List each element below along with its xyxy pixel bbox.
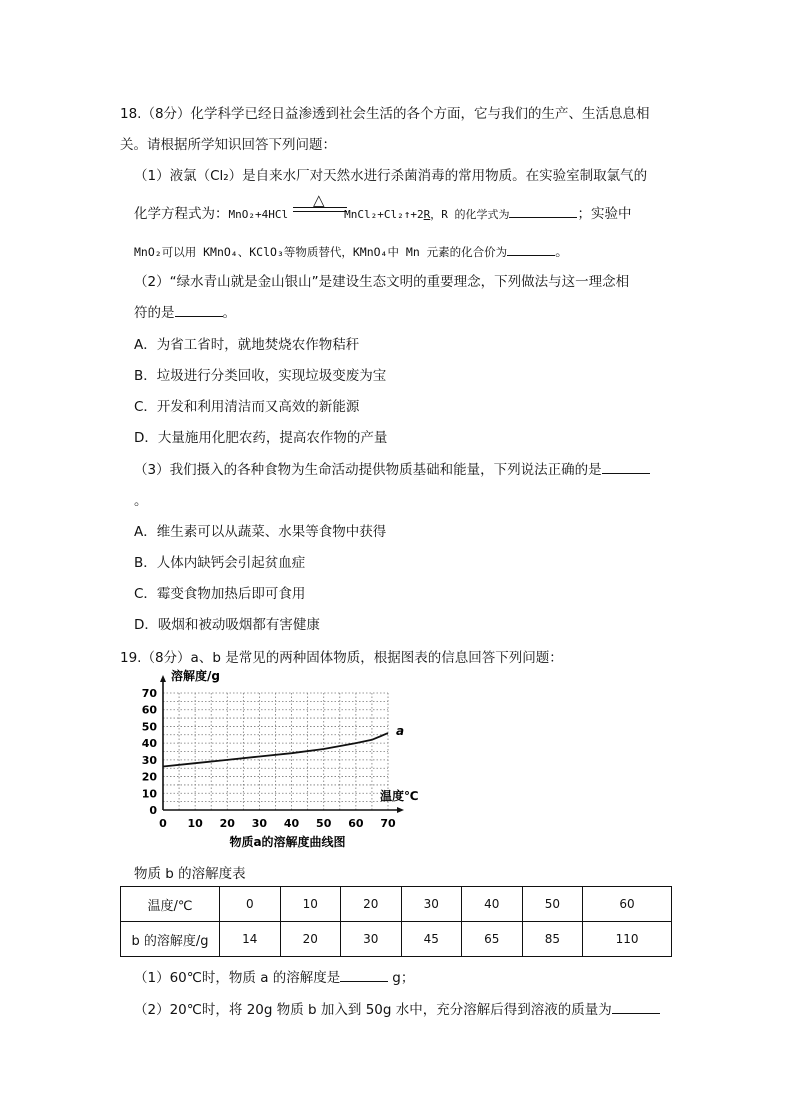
answer-blank-part2[interactable] bbox=[175, 303, 223, 317]
y-tick-label: 40 bbox=[141, 737, 157, 751]
answer-blank-part3[interactable] bbox=[602, 460, 650, 474]
table-cell: 14 bbox=[220, 922, 281, 957]
series-label-a: a bbox=[396, 724, 405, 739]
equation-r: R bbox=[423, 208, 431, 221]
answer-blank-sub2[interactable] bbox=[612, 1000, 660, 1014]
x-tick-label: 50 bbox=[316, 817, 332, 830]
table-cell: 50 bbox=[522, 887, 583, 922]
sub2-prompt: （2）20℃时，将 20g 物质 b 加入到 50g 水中，充分溶解后得到溶液的质量为 bbox=[134, 1002, 612, 1018]
x-axis-label: 温度℃ bbox=[380, 789, 419, 803]
table-cell: 10 bbox=[280, 887, 341, 922]
table-cell: 0 bbox=[220, 887, 281, 922]
line3-end: 。 bbox=[555, 244, 569, 260]
table-cell: 20 bbox=[280, 922, 341, 957]
q18-part3-line2: 。 bbox=[134, 493, 148, 509]
y-tick-label: 50 bbox=[141, 720, 157, 734]
equation-equals-bar bbox=[293, 207, 347, 208]
table-cell: 40 bbox=[462, 887, 523, 922]
part2-end: 。 bbox=[222, 305, 236, 321]
table-cell: 60 bbox=[583, 887, 672, 922]
q18-part1-equation-line bbox=[134, 202, 631, 222]
y-tick-label: 0 bbox=[149, 804, 157, 817]
q18-part1-line1: （1）液氯（Cl₂）是自来水厂对天然水进行杀菌消毒的常用物质。在实验室制取氯气的 bbox=[134, 168, 648, 184]
equation-right: MnCl₂+Cl₂↑+2 bbox=[344, 208, 424, 221]
mn-valence-text: MnO₂可以用 KMnO₄、KClO₃等物质替代，KMnO₄中 Mn 元素的化合价为 bbox=[134, 245, 508, 259]
y-tick-label: 60 bbox=[141, 703, 157, 717]
answer-blank-sub1[interactable] bbox=[340, 968, 388, 982]
q19-sub1 bbox=[134, 966, 414, 986]
table-cell: 30 bbox=[401, 887, 462, 922]
chart-title: 物质a的溶解度曲线图 bbox=[229, 835, 346, 849]
part2-prompt: 符的是 bbox=[134, 305, 175, 321]
table-row bbox=[121, 922, 672, 957]
q18-option-a: A．为省工省时，就地焚烧农作物秸秆 bbox=[134, 337, 360, 353]
y-tick-label: 10 bbox=[141, 787, 157, 801]
q18-part2-line1: （2）“绿水青山就是金山银山”是建设生态文明的重要理念，下列做法与这一理念相 bbox=[134, 274, 630, 290]
table-cell: 45 bbox=[401, 922, 462, 957]
x-axis-arrow bbox=[397, 807, 404, 813]
q18-part3-option-a: A．维生素可以从蔬菜、水果等食物中获得 bbox=[134, 524, 387, 540]
table-cell: 85 bbox=[522, 922, 583, 957]
q18-part2-line2 bbox=[134, 301, 236, 321]
table-cell: 110 bbox=[583, 922, 672, 957]
q18-part3-line1 bbox=[134, 458, 650, 478]
equation-end: ；实验中 bbox=[577, 206, 632, 222]
table-cell: 20 bbox=[341, 887, 402, 922]
q19-line1: 19.（8分）a、b 是常见的两种固体物质，根据图表的信息回答下列问题： bbox=[120, 650, 563, 666]
equation-prefix: 化学方程式为： bbox=[134, 206, 229, 222]
table-title: 物质 b 的溶解度表 bbox=[134, 866, 246, 882]
table-cell: b 的溶解度/g bbox=[121, 922, 220, 957]
x-tick-label: 40 bbox=[283, 817, 300, 830]
y-tick-label: 20 bbox=[141, 770, 157, 784]
table-header-row bbox=[121, 887, 672, 922]
answer-blank-r[interactable] bbox=[509, 204, 577, 218]
table-cell: 温度/℃ bbox=[121, 887, 220, 922]
heating-delta-symbol: △ bbox=[313, 191, 325, 209]
equation-tail: ，R 的化学式为 bbox=[430, 208, 510, 221]
q18-option-d: D．大量施用化肥农药，提高农作物的产量 bbox=[134, 430, 388, 446]
answer-blank-valence[interactable] bbox=[507, 242, 555, 256]
x-tick-label: 30 bbox=[251, 817, 268, 830]
q18-line2: 关。请根据所学知识回答下列问题： bbox=[120, 137, 336, 153]
x-tick-label: 70 bbox=[380, 817, 396, 830]
x-tick-label: 20 bbox=[219, 817, 235, 830]
equation-equals-bar-lower bbox=[293, 211, 347, 212]
solubility-table-b bbox=[120, 886, 672, 957]
table-cell: 30 bbox=[341, 922, 402, 957]
solubility-chart-a bbox=[125, 668, 455, 858]
equation-left: MnO₂+4HCl bbox=[228, 208, 289, 221]
q18-option-c: C．开发和利用清洁而又高效的新能源 bbox=[134, 399, 360, 415]
table-cell: 65 bbox=[462, 922, 523, 957]
sub1-end: g； bbox=[392, 970, 415, 986]
y-tick-label: 70 bbox=[141, 687, 157, 700]
q18-option-b: B．垃圾进行分类回收，实现垃圾变废为宝 bbox=[134, 368, 387, 384]
q18-part3-option-b: B．人体内缺钙会引起贫血症 bbox=[134, 555, 306, 571]
x-tick-label: 60 bbox=[348, 817, 364, 830]
q19-sub2 bbox=[134, 998, 660, 1018]
sub1-prompt: （1）60℃时，物质 a 的溶解度是 bbox=[134, 970, 341, 986]
q18-part3-option-c: C．霉变食物加热后即可食用 bbox=[134, 586, 306, 602]
y-tick-label: 30 bbox=[141, 753, 157, 767]
x-tick-label: 0 bbox=[159, 817, 167, 830]
x-tick-label: 10 bbox=[187, 817, 203, 830]
q18-line1: 18.（8分）化学科学已经日益渗透到社会生活的各个方面，它与我们的生产、生活息息相 bbox=[120, 106, 650, 122]
q18-part3-option-d: D．吸烟和被动吸烟都有害健康 bbox=[134, 617, 320, 633]
q18-part1-line3 bbox=[134, 240, 569, 260]
y-axis-label: 溶解度/g bbox=[171, 669, 220, 683]
y-axis-arrow bbox=[160, 675, 166, 682]
part3-prompt: （3）我们摄入的各种食物为生命活动提供物质基础和能量，下列说法正确的是 bbox=[134, 462, 602, 478]
